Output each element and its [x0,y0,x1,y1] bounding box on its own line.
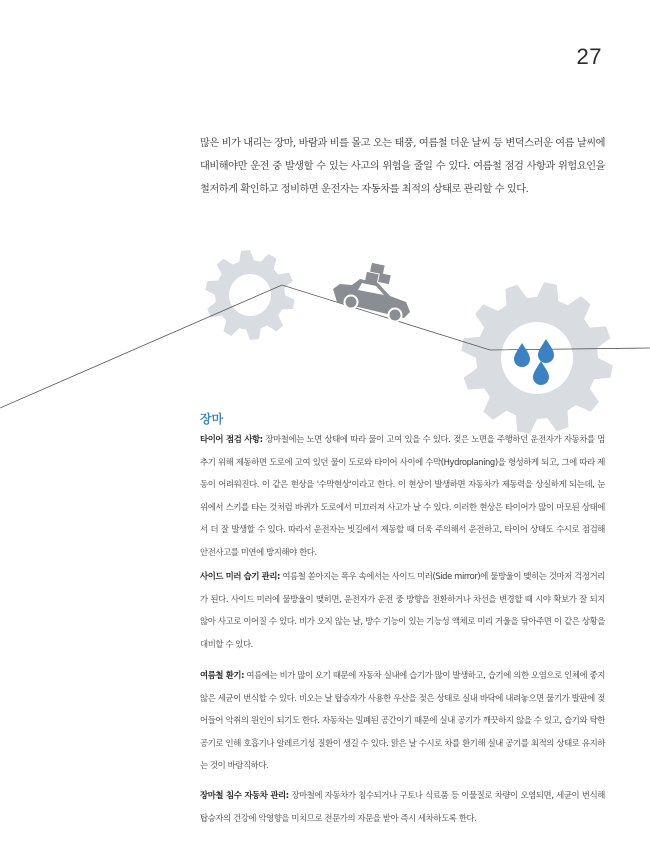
paragraph-heading: 장마철 침수 자동차 관리: [200,790,289,800]
paragraph-body: 장마철에는 노면 상태에 따라 물이 고여 있을 수 있다. 젖은 노면을 주행하던 운전자가 자동차를 멈추기 위해 제동하면 도로에 고여 있던 물이 도로와 타이어 사이에 수막(Hydroplaning)을 형성하게 되고, 그에 따라 제동이 어려워진다. 이 같은 현상을 '수막현상'이라고 한다. 이 현상이 발생하면 자동차가 제동력을 상실하게 되는데, 눈 위에서 스키를 타는 것처럼 바퀴가 도로에서 미끄러져 사고가 날 수 있다. 이러한 현상은 타이어가 많이 마모된 상태에서 더 잘 발생할 수 있다. 따라서 운전자는 빗길에서 제동할 때 더욱 주의해서 운전하고, 타이어 상태도 수시로 점검해 안전사고를 미연에 방지해야 한다. [200,434,605,557]
paragraph-heading: 타이어 점검 사항: [200,434,263,444]
paragraph-heading: 여름철 환기: [200,670,245,680]
paragraph-body: 장마철에 자동차가 침수되거나 구토나 식료품 등 이물질로 차량이 오염되면, 세균이 번식해 탑승자의 건강에 악영향을 미치므로 전문가의 자문을 받아 즉시 세차하도록 한다. [200,790,605,823]
section-title: 장마 [200,412,224,426]
paragraph-tire-check [200,428,605,563]
paragraph-heading: 사이드 미러 습기 관리: [200,571,280,581]
page-number: 27 [576,44,602,69]
paragraph-body: 여름철 쏟아지는 폭우 속에서는 사이드 미러(Side mirror)에 물방울이 맺히는 것마저 걱정거리가 된다. 사이드 미러에 물방울이 맺히면, 운전자가 운전 중 방향을 전환하거나 차선을 변경할 때 시야 확보가 잘 되지 않아 사고로 이어질 수 있다. 비가 오지 않는 날, 방수 기능이 있는 기능성 액체로 미리 거울을 닦아주면 이 같은 상황을 대비할 수 있다. [200,571,605,649]
paragraph-ventilation [200,664,605,777]
gear-icon [205,250,294,340]
paragraph-body: 여름에는 비가 많이 오기 때문에 자동차 실내에 습기가 많이 발생하고, 습기에 의한 오염으로 인체에 좋지 않은 세균이 번식할 수 있다. 비오는 날 탑승자가 사용한 우산을 젖은 상태로 실내 바닥에 내려놓으면 물기가 발판에 젖어들어 악취의 원인이 되기도 한다. 자동차는 밀폐된 공간이기 때문에 실내 공기가 깨끗하지 않을 수 있고, 습기와 탁한 공기로 인해 호흡기나 알레르기성 질환이 생길 수 있다. 맑은 날 수시로 차를 환기해 실내 공기를 최적의 상태로 유지하는 것이 바람직하다. [200,670,606,770]
water-drops-icon [514,339,554,385]
intro-paragraph: 많은 비가 내리는 장마, 바람과 비를 몰고 오는 태풍, 여름철 더운 날씨 등 변덕스러운 여름 날씨에 대비해야만 운전 중 발생할 수 있는 사고의 위험을 줄일 수 있다. 여름철 점검 사항과 위험요인을 철저하게 확인하고 정비하면 운전자는 자동차를 최적의 상태로 관리할 수 있다. [200,138,605,195]
gear-icon [461,282,612,433]
paragraph-flooded-car [200,784,605,829]
paragraph-side-mirror [200,565,605,655]
illustration [0,235,650,435]
